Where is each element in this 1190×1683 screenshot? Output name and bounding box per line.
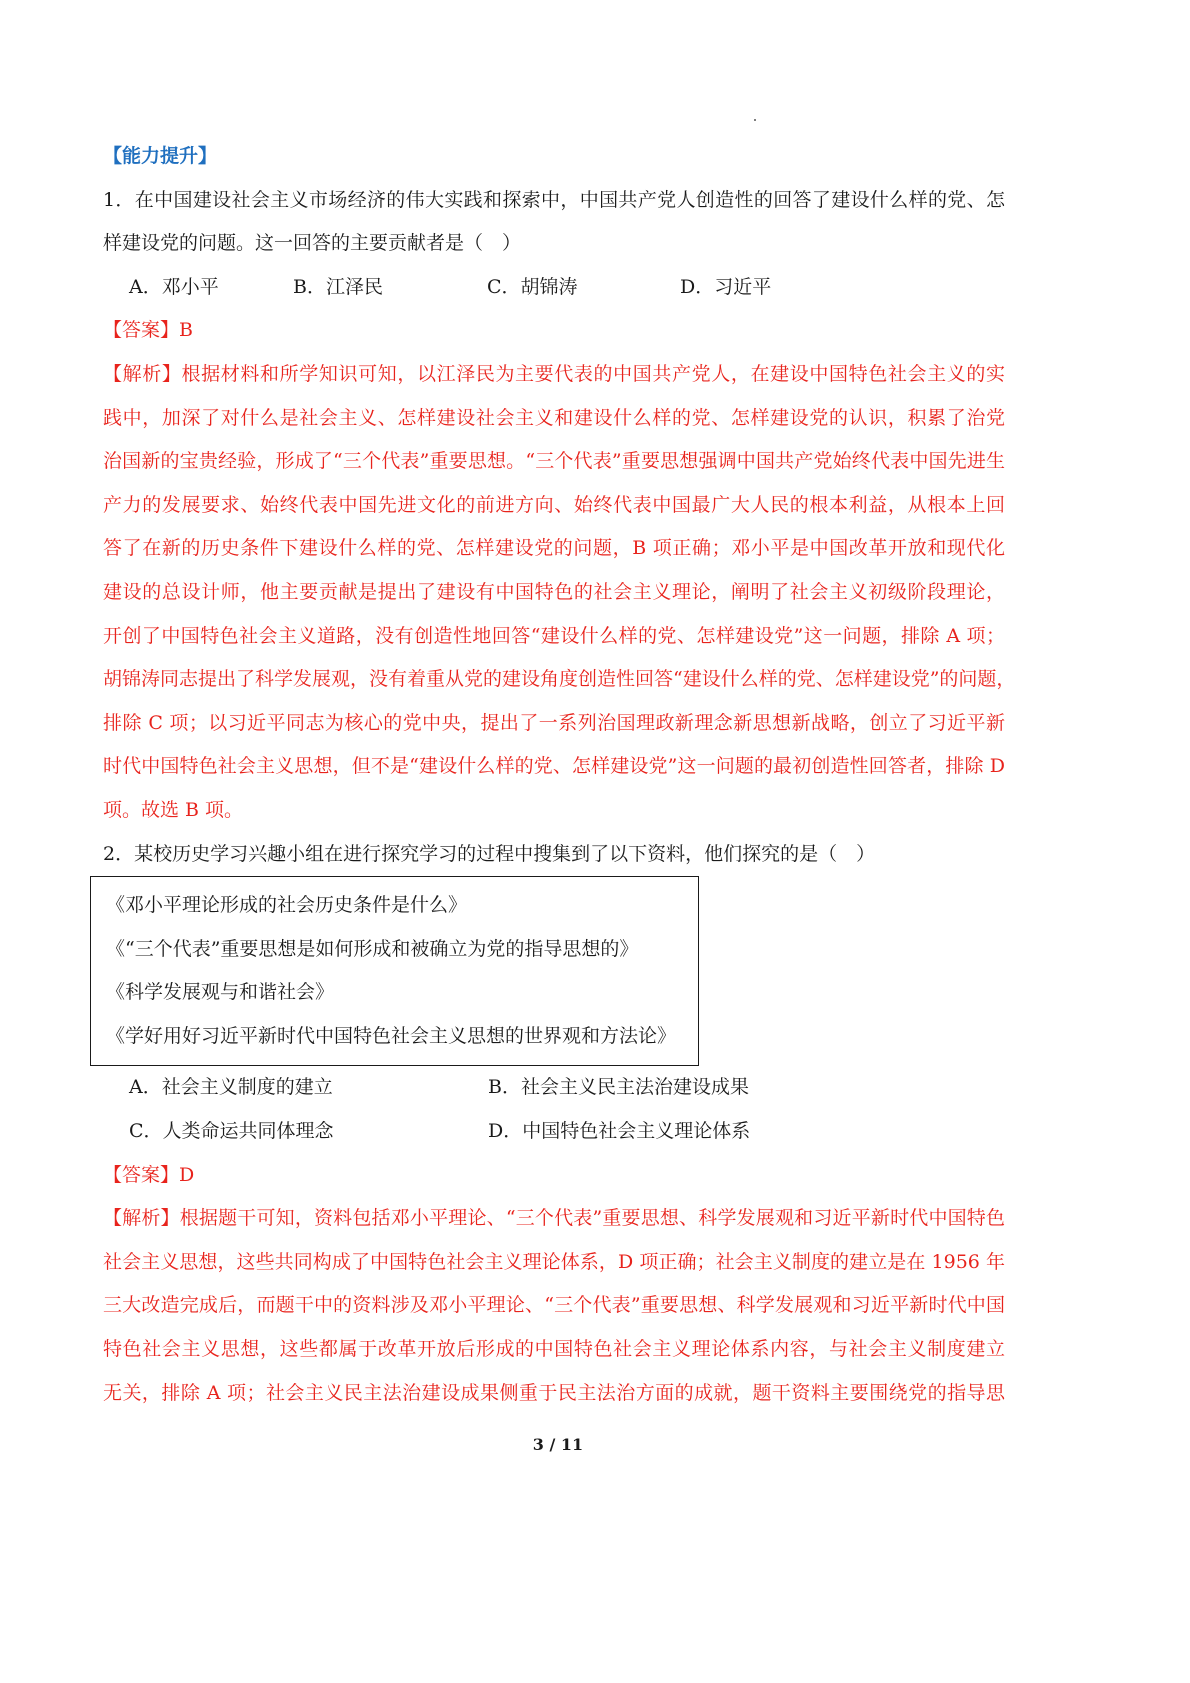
options-row — [103, 1110, 1005, 1154]
analysis — [103, 1197, 1005, 1415]
options-row — [103, 266, 1005, 310]
option-d: D．习近平 — [680, 275, 772, 298]
stray-dot — [754, 119, 756, 121]
analysis-line: 答了在新的历史条件下建设什么样的党、怎样建设党的问题，B 项正确；邓小平是中国改革开放和现代化 — [103, 537, 1005, 560]
analysis-line: 【解析】根据题干可知，资料包括邓小平理论、“三个代表”重要思想、科学发展观和习近平新时代中国特色 — [103, 1207, 1005, 1230]
option-a: A．社会主义制度的建立 — [129, 1076, 333, 1099]
materials-box — [90, 876, 699, 1066]
analysis-line: 践中，加深了对什么是社会主义、怎样建设社会主义和建设什么样的党、怎样建设党的认识，积累了治党 — [103, 406, 1005, 429]
option-c: C．人类命运共同体理念 — [129, 1120, 334, 1143]
analysis-line: 特色社会主义思想，这些都属于改革开放后形成的中国特色社会主义理论体系内容，与社会主义制度建立 — [103, 1338, 1005, 1361]
question-stem-line: 2．某校历史学习兴趣小组在进行探究学习的过程中搜集到了以下资料，他们探究的是（ ） — [103, 842, 876, 865]
analysis-line: 无关，排除 A 项；社会主义民主法治建设成果侧重于民主法治方面的成就，题干资料主要围绕党的指导思 — [103, 1381, 1005, 1404]
answer-line: 【答案】D — [103, 1163, 195, 1186]
option-d: D．中国特色社会主义理论体系 — [488, 1120, 751, 1143]
analysis-line: 项。故选 B 项。 — [103, 798, 244, 821]
option-c: C．胡锦涛 — [487, 275, 578, 298]
analysis-line: 开创了中国特色社会主义道路，没有创造性地回答“建设什么样的党、怎样建设党”这一问题，排除 A 项； — [103, 624, 1005, 647]
analysis — [103, 353, 1016, 833]
analysis-line: 时代中国特色社会主义思想，但不是“建设什么样的党、怎样建设党”这一问题的最初创造性回答者，排除 D — [103, 755, 1005, 778]
answer-line: 【答案】B — [103, 319, 193, 342]
analysis-line: 【解析】根据材料和所学知识可知，以江泽民为主要代表的中国共产党人，在建设中国特色社会主义的实 — [103, 362, 1005, 385]
page-content — [103, 135, 1016, 1415]
section-heading: 【能力提升】 — [103, 145, 218, 167]
analysis-line: 治国新的宝贵经验，形成了“三个代表”重要思想。“三个代表”重要思想强调中国共产党始终代表中国先进生 — [103, 450, 1005, 473]
question-2 — [103, 833, 1005, 1416]
material-title: 《科学发展观与和谐社会》 — [106, 981, 335, 1004]
material-title: 《学好用好习近平新时代中国特色社会主义思想的世界观和方法论》 — [106, 1024, 677, 1047]
analysis-line: 排除 C 项；以习近平同志为核心的党中央，提出了一系列治国理政新理念新思想新战略，创立了习近平新 — [103, 711, 1005, 734]
analysis-line: 建设的总设计师，他主要贡献是提出了建设有中国特色的社会主义理论，阐明了社会主义初级阶段理论， — [103, 580, 1005, 603]
option-a: A．邓小平 — [129, 275, 219, 298]
option-b: B．江泽民 — [293, 275, 383, 298]
options-row — [103, 1066, 1005, 1110]
page-number: 3 / 11 — [532, 1435, 584, 1454]
analysis-line: 社会主义思想，这些共同构成了中国特色社会主义理论体系，D 项正确；社会主义制度的建立是在 1956 年 — [103, 1250, 1005, 1273]
question-stem-line: 样建设党的问题。这一回答的主要贡献者是（ ） — [103, 232, 522, 255]
question-stem-line: 1．在中国建设社会主义市场经济的伟大实践和探索中，中国共产党人创造性的回答了建设什么样的党、怎 — [103, 188, 1005, 211]
analysis-line: 胡锦涛同志提出了科学发展观，没有着重从党的建设角度创造性回答“建设什么样的党、怎样建设党”的问题， — [103, 668, 1016, 691]
material-title: 《邓小平理论形成的社会历史条件是什么》 — [106, 894, 468, 917]
question-1 — [103, 179, 1016, 833]
analysis-line: 三大改造完成后，而题干中的资料涉及邓小平理论、“三个代表”重要思想、科学发展观和习近平新时代中国 — [103, 1294, 1005, 1317]
material-title: 《“三个代表”重要思想是如何形成和被确立为党的指导思想的》 — [106, 937, 639, 960]
option-b: B．社会主义民主法治建设成果 — [488, 1076, 749, 1099]
analysis-line: 产力的发展要求、始终代表中国先进文化的前进方向、始终代表中国最广大人民的根本利益，从根本上回 — [103, 493, 1005, 516]
